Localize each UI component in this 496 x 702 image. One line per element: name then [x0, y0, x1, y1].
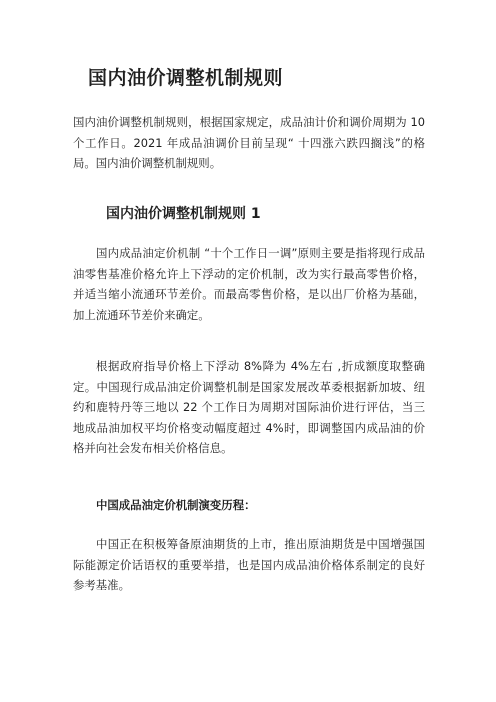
- section-heading: 国内油价调整机制规则 1: [106, 206, 261, 222]
- section-paragraph-1: 国内成品油定价机制 “十个工作日一调”原则主要是指将现行成品油零售基准价格允许上下浮动的定价机制，改为实行最高零售价格，并适当缩小流通环节差价。而最高零售价格，是以出厂价格为基础，加上流通环节差价来确定。: [73, 246, 425, 322]
- intro-paragraph: 国内油价调整机制规则，根据国家规定，成品油计价和调价周期为 10 个工作日。2021 年成品油调价目前呈现“ 十四涨六跌四搁浅”的格局。国内油价调整机制规则。: [73, 115, 425, 170]
- subsection-heading: 中国成品油定价机制演变历程：: [96, 498, 256, 512]
- section-paragraph-3: 中国正在积极筹备原油期货的上市，推出原油期货是中国增强国际能源定价话语权的重要举措，也是国内成品油价格体系制定的良好参考基准。: [73, 537, 425, 592]
- document-title: 国内油价调整机制规则: [88, 67, 284, 89]
- section-paragraph-2: 根据政府指导价格上下浮动 8%降为 4%左右 ,折成额度取整确定。中国现行成品油定价调整机制是国家发展改革委根据新加坡、纽约和鹿特丹等三地以 22 个工作日为周期对国际油价进行评估，当三地成品油加权平均价格变动幅度超过 4%时，即调整国内成品油的价格并向社会发布相关价格信息。: [73, 359, 425, 455]
